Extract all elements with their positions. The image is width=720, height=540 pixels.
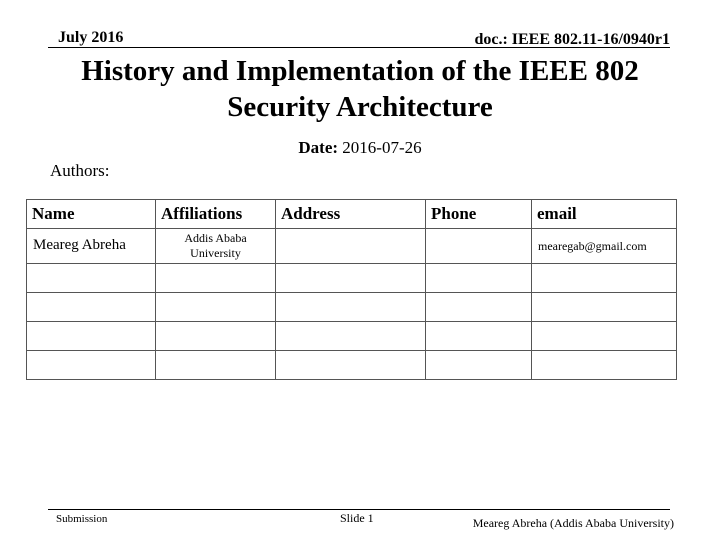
date-value: 2016-07-26 <box>342 138 422 157</box>
empty-cell <box>27 322 156 351</box>
header-doc-id: doc.: IEEE 802.11-16/0940r1 <box>474 31 670 48</box>
empty-cell <box>276 322 426 351</box>
empty-cell <box>532 351 677 380</box>
empty-cell <box>156 322 276 351</box>
column-header-email: email <box>532 200 677 229</box>
table-row <box>27 264 677 293</box>
empty-cell <box>156 293 276 322</box>
affiliation-line1: Addis Ababa <box>184 231 247 245</box>
empty-cell <box>27 351 156 380</box>
date-label: Date: <box>298 138 339 157</box>
column-header-name: Name <box>27 200 156 229</box>
cell-address <box>276 229 426 264</box>
empty-cell <box>27 264 156 293</box>
table-row <box>27 322 677 351</box>
cell-affiliation <box>156 229 276 264</box>
column-header-address: Address <box>276 200 426 229</box>
slide-title <box>40 53 680 125</box>
header-date: July 2016 <box>58 29 124 46</box>
empty-cell <box>426 351 532 380</box>
affiliation-line2: University <box>190 246 241 260</box>
column-header-affiliations: Affiliations <box>156 200 276 229</box>
slide-title-line2: Security Architecture <box>227 91 493 123</box>
date-line <box>0 138 720 158</box>
header-divider <box>48 47 670 48</box>
column-header-phone: Phone <box>426 200 532 229</box>
footer-slide-number: Slide 1 <box>340 511 374 525</box>
cell-name <box>27 229 156 264</box>
empty-cell <box>426 264 532 293</box>
footer-divider <box>48 509 670 510</box>
table-header-row <box>27 200 677 229</box>
table-row <box>27 351 677 380</box>
cell-phone <box>426 229 532 264</box>
author-email: mearegab@gmail.com <box>538 239 647 253</box>
authors-table <box>26 199 677 380</box>
empty-cell <box>426 293 532 322</box>
authors-label: Authors: <box>50 161 110 180</box>
footer-submission: Submission <box>56 513 108 525</box>
empty-cell <box>426 322 532 351</box>
empty-cell <box>276 293 426 322</box>
footer-author: Meareg Abreha (Addis Ababa University) <box>472 516 674 530</box>
empty-cell <box>276 351 426 380</box>
empty-cell <box>532 264 677 293</box>
empty-cell <box>276 264 426 293</box>
table-row <box>27 293 677 322</box>
cell-email <box>532 229 677 264</box>
empty-cell <box>532 322 677 351</box>
empty-cell <box>532 293 677 322</box>
table-row <box>27 229 677 264</box>
empty-cell <box>156 264 276 293</box>
slide-title-line1: History and Implementation of the IEEE 802 <box>81 55 639 87</box>
empty-cell <box>156 351 276 380</box>
empty-cell <box>27 293 156 322</box>
author-name: Meareg Abreha <box>33 237 126 253</box>
